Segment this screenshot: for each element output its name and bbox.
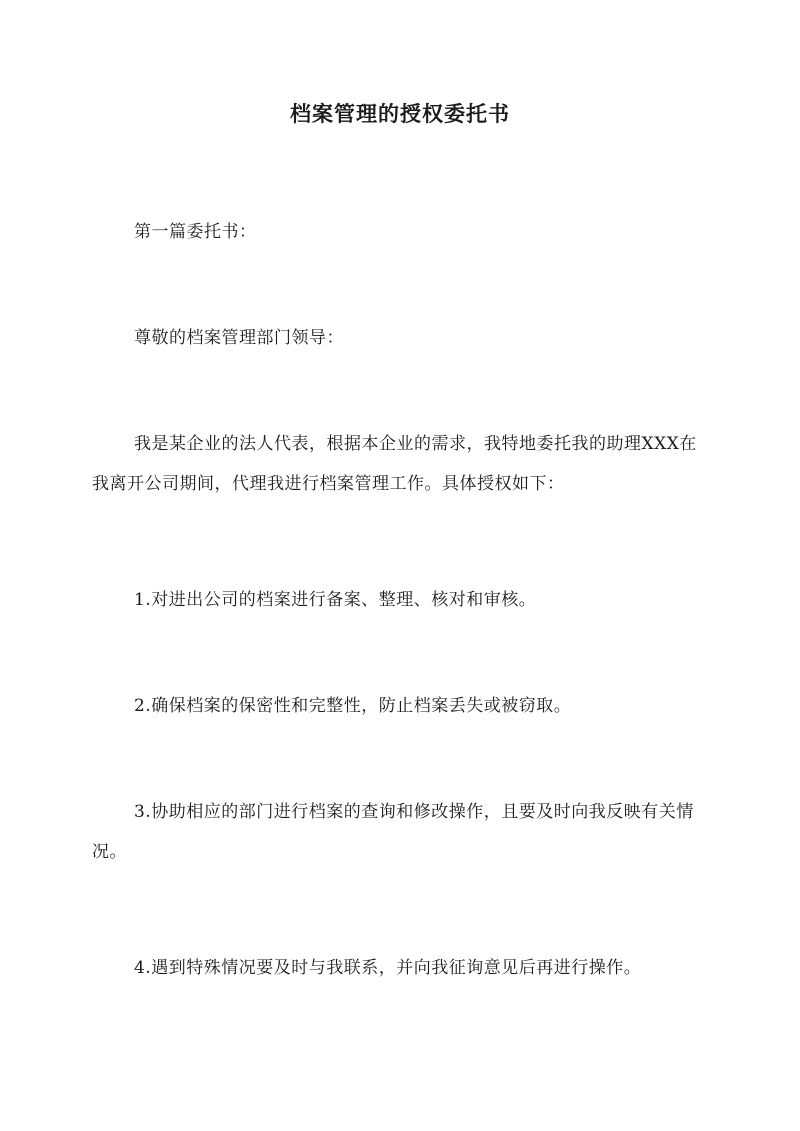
salutation: 尊敬的档案管理部门领导： — [134, 328, 344, 348]
authorization-item-3: 3.协助相应的部门进行档案的查询和修改操作，且要及时向我反映有关情况。 — [92, 802, 694, 862]
body-paragraph-intro: 我是某企业的法人代表，根据本企业的需求，我特地委托我的助理XXX在我离开公司期间，代理我进行档案管理工作。具体授权如下： — [92, 434, 697, 494]
section-heading: 第一篇委托书： — [134, 222, 257, 242]
authorization-item-2: 2.确保档案的保密性和完整性，防止档案丢失或被窃取。 — [134, 696, 572, 716]
authorization-item-4: 4.遇到特殊情况要及时与我联系，并向我征询意见后再进行操作。 — [134, 958, 642, 978]
document-title: 档案管理的授权委托书 — [290, 101, 510, 126]
authorization-item-1: 1.对进出公司的档案进行备案、整理、核对和审核。 — [134, 590, 537, 610]
